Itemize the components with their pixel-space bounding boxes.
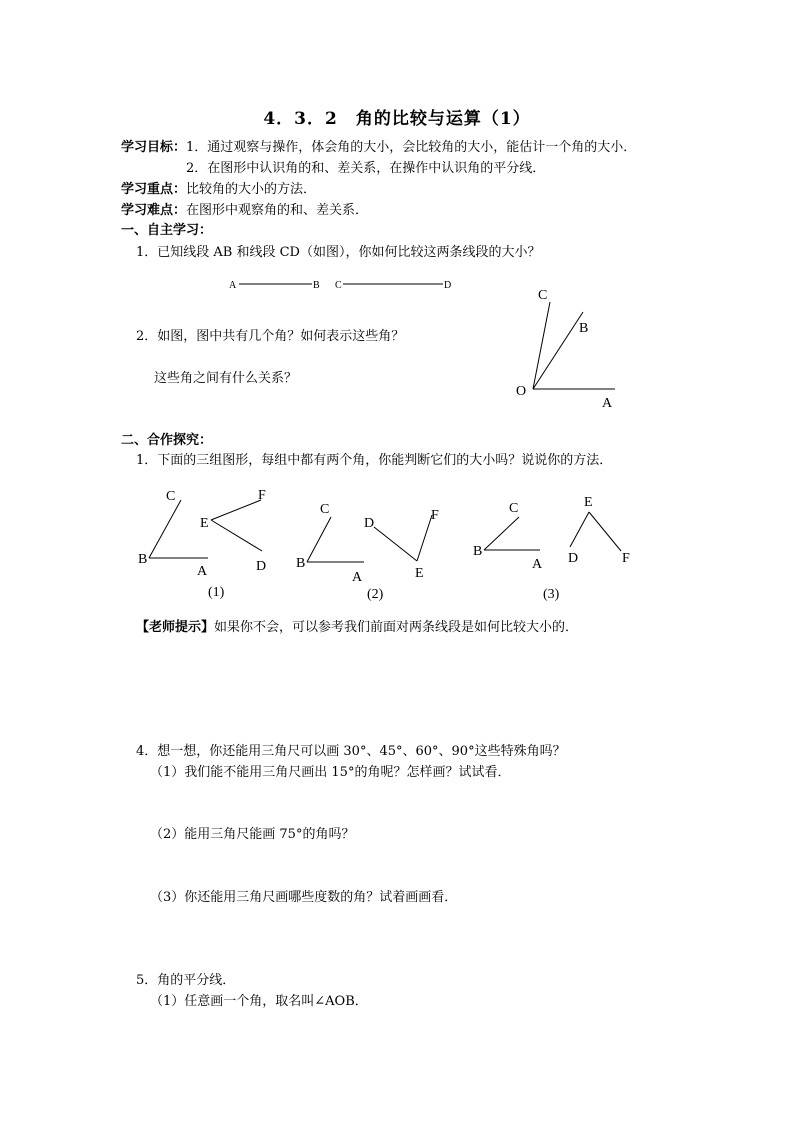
g3-label-c: C	[509, 501, 519, 516]
g3-caption: (3)	[543, 587, 560, 602]
question-4-part-3: （3）你还能用三角尺画哪些度数的角？试着画画看．	[150, 890, 458, 905]
section1-question-2b: 这些角之间有什么关系？	[154, 371, 298, 386]
g2-ray-ed	[374, 527, 417, 561]
g1-label-c: C	[166, 489, 176, 504]
g3-ray-bc	[484, 517, 519, 550]
g1-label-d: D	[256, 559, 267, 574]
angle-label-a: A	[602, 396, 613, 411]
key-point-text: 比较角的大小的方法．	[186, 182, 317, 197]
g3-ray-ed	[570, 512, 589, 547]
difficulty-text: 在图形中观察角的和、差关系．	[186, 203, 369, 218]
segment-label-b: B	[313, 280, 320, 291]
g1-ray-bc	[149, 500, 181, 558]
section1-question-1: 1．已知线段 AB 和线段 CD（如图），你如何比较这两条线段的大小？	[136, 245, 541, 260]
g2-label-d: D	[364, 516, 375, 531]
question-4: 4．想一想，你还能用三角尺可以画 30°、45°、60°、90°这些特殊角吗？	[136, 744, 566, 759]
g3-ray-ef	[589, 512, 621, 551]
key-point-label: 学习重点：	[121, 182, 187, 197]
angle-label-o: O	[516, 384, 527, 399]
g3-label-d: D	[568, 551, 579, 566]
learning-goals-label: 学习目标：	[121, 140, 187, 155]
g1-caption: (1)	[208, 585, 225, 600]
segment-label-d: D	[444, 280, 452, 291]
angle-group-3	[473, 495, 630, 602]
page-title: 4．3．2 角的比较与运算（1）	[263, 109, 531, 129]
g1-label-f: F	[258, 488, 266, 503]
g2-label-a: A	[352, 570, 363, 585]
segment-figure	[229, 280, 451, 291]
question-4-part-1: （1）我们能不能用三角尺画出 15°的角呢？怎样画？试试看．	[150, 765, 511, 780]
g3-label-f: F	[622, 551, 630, 566]
g2-ray-bc	[307, 517, 331, 562]
segment-label-a: A	[229, 280, 237, 291]
angle-label-c: C	[538, 288, 548, 303]
g2-caption: (2)	[367, 587, 384, 602]
difficulty-label: 学习难点：	[121, 203, 187, 218]
angle-group-2	[296, 502, 439, 602]
g2-label-c: C	[320, 502, 330, 517]
question-5: 5．角的平分线．	[136, 973, 236, 988]
angle-figure	[516, 288, 615, 411]
g3-label-e: E	[584, 495, 593, 510]
learning-goal-1: 1．通过观察与操作，体会角的大小，会比较角的大小，能估计一个角的大小．	[186, 140, 637, 155]
segment-label-c: C	[335, 280, 342, 291]
g2-label-f: F	[431, 508, 439, 523]
g1-label-b: B	[138, 552, 148, 567]
question-5-part-1: （1）任意画一个角，取名叫∠AOB．	[150, 994, 368, 1009]
teacher-hint-label: 【老师提示】	[136, 620, 215, 635]
teacher-hint-text: 如果你不会，可以参考我们前面对两条线段是如何比较大小的．	[214, 620, 579, 635]
g2-label-b: B	[296, 556, 306, 571]
section1-heading: 一、自主学习：	[121, 223, 213, 238]
g2-ray-ef	[417, 515, 432, 561]
g3-label-a: A	[532, 557, 543, 572]
g1-label-e: E	[200, 516, 209, 531]
question-4-part-2: （2）能用三角尺能画 75°的角吗？	[150, 827, 355, 842]
learning-goal-2: 2．在图形中认识角的和、差关系，在操作中认识角的平分线．	[186, 161, 546, 176]
section1-question-2: 2．如图，图中共有几个角？如何表示这些角？	[136, 329, 405, 344]
g1-ray-ed	[211, 520, 262, 551]
angle-label-b: B	[579, 321, 589, 336]
g3-label-b: B	[473, 544, 483, 559]
section2-question-1: 1．下面的三组图形，每组中都有两个角，你能判断它们的大小吗？说说你的方法．	[136, 453, 613, 468]
g2-label-e: E	[415, 566, 424, 581]
g1-label-a: A	[197, 564, 208, 579]
angle-group-1	[138, 488, 266, 600]
section2-heading: 二、合作探究：	[121, 433, 213, 448]
g1-ray-ef	[211, 500, 261, 520]
